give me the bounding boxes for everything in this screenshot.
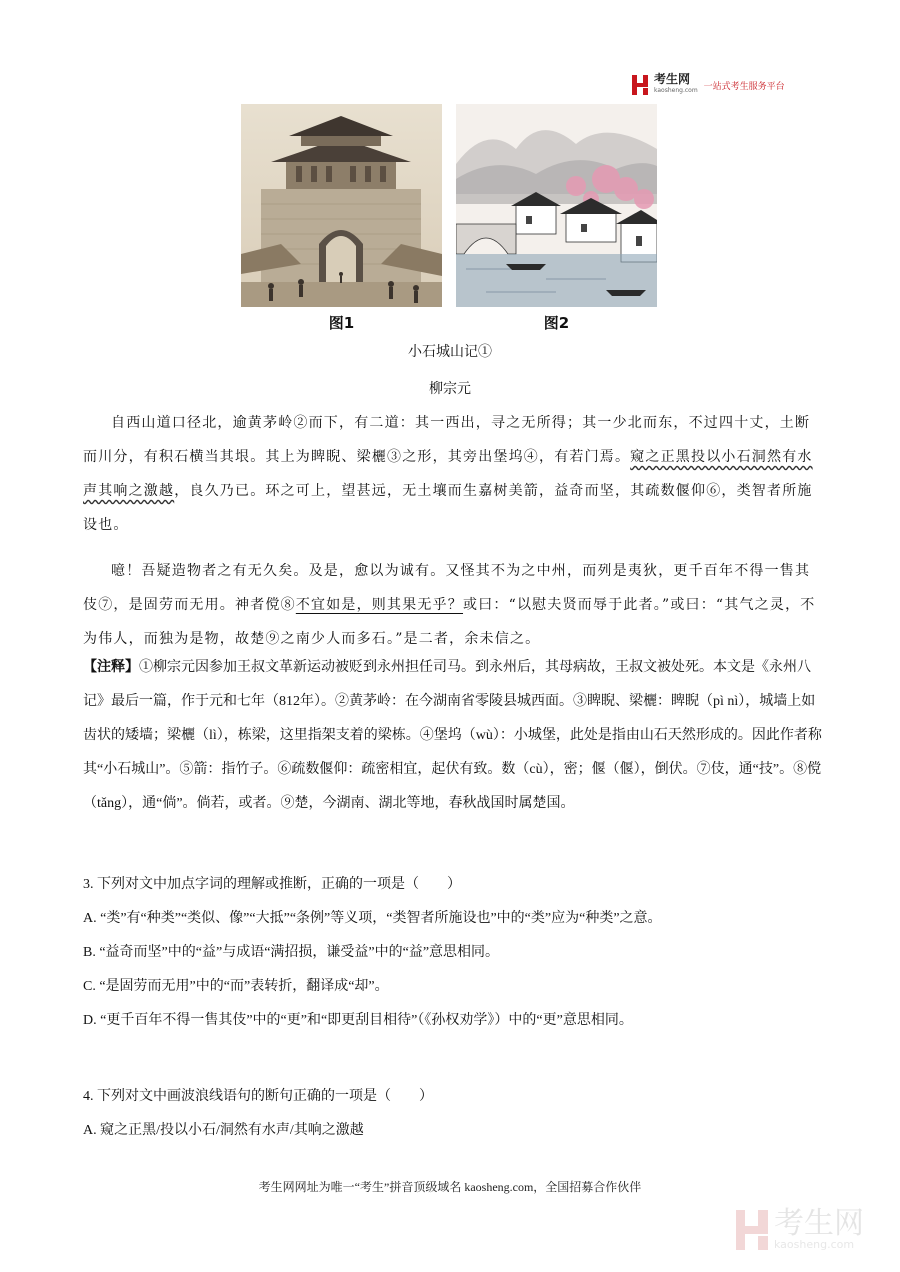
question-4-option-a: A. 窥之正黑/投以小石/洞然有水声/其响之激越: [83, 1123, 364, 1138]
passage-paragraph-1: 自西山道口径北，逾黄茅岭②而下，有二道：其一西出，寻之无所得；其一少北而东，不过四十丈，土断而川分，有积石横当其垠。其上为睥睨、梁欐③之形，其旁出堡坞④，有若门焉。窥之正黑投以小石洞然有水声其响之激越，良久乃已。环之可上，望甚远，无土壤而生嘉树美箭，益奇而坚，其疏数偃仰⑥，类智者所施设也。: [83, 415, 813, 533]
question-3-option-d: D. “更千百年不得一售其伎”中的“更”和“即更刮目相待”（《孙权劝学》）中的“更”意思相同。: [83, 1013, 633, 1028]
watermark-text: 考生网 kaosheng.com: [774, 1206, 864, 1251]
article-author: 柳宗元: [429, 381, 471, 397]
passage-paragraph-2: 噫！吾疑造物者之有无久矣。及是，愈以为诚有。又怪其不为之中州，而列是夷狄，更千百年不得一售其伎⑦，是固劳而无用。神者傥⑧不宜如是，则其果无乎？或曰：“以慰夫贤而辱于此者。”或曰：“其气之灵，不为伟人，而独为是物，故楚⑨之南少人而多石。”是二者，余未信之。: [83, 563, 816, 647]
figure-1-caption: 图1: [328, 314, 355, 332]
wavy-underlined-sentence: 窥之正黑投以小石洞然有水声其响之激越: [83, 449, 813, 499]
notes-label: 【注释】: [83, 660, 139, 675]
question-3-stem: 3. 下列对文中加点字词的理解或推断，正确的一项是（ ）: [83, 877, 461, 892]
city-gate-painting-icon: [241, 104, 442, 307]
watermark: [736, 1200, 876, 1260]
underlined-sentence: 不宜如是，则其果无乎？: [295, 597, 464, 613]
page-footer: 考生网网址为唯一“考生”拼音顶级域名 kaosheng.com，全国招募合作伙伴: [258, 1180, 642, 1194]
brand-slogan: 一站式考生服务平台: [703, 81, 785, 92]
figure-2-caption: 图2: [543, 314, 570, 332]
figure-1-image: [241, 104, 442, 307]
question-3-option-c: C. “是固劳而无用”中的“而”表转折，翻译成“却”。: [83, 979, 389, 994]
article-title: 小石城山记①: [408, 344, 492, 360]
brand-name: 考生网 kaosheng.com: [654, 73, 698, 97]
watermark-domain: kaosheng.com: [774, 1238, 855, 1251]
watermark-logo-icon: [736, 1210, 768, 1250]
question-3-option-a: A. “类”有“种类”“类似、像”“大抵”“条例”等义项，“类智者所施设也”中的“类”应为“种类”之意。: [83, 911, 662, 926]
question-4-stem: 4. 下列对文中画波浪线语句的断句正确的一项是（ ）: [83, 1089, 433, 1104]
brand-logo-icon: [632, 75, 648, 95]
site-header-logo: [632, 72, 812, 98]
question-4: [83, 1080, 823, 1148]
question-3: [83, 868, 823, 1038]
question-3-option-b: B. “益奇而坚”中的“益”与成语“满招损，谦受益”中的“益”意思相同。: [83, 945, 500, 960]
figure-2-image: [456, 104, 657, 307]
notes-text: ①柳宗元因参加王叔文革新运动被贬到永州担任司马。到永州后，其母病故，王叔文被处死。本文是《永州八记》最后一篇，作于元和七年（812年）。②黄茅岭：在今湖南省零陵县城西面。③睥睨、梁欐：睥睨（pì nì），城墙上如齿状的矮墙；梁欐（lì），栋梁，这里指架支着的梁栋。④堡坞（wù）：小城堡，此处是指由山石天然形成的。因此作者称其“小石城山”。⑤箭：指竹子。⑥疏数偃仰：疏密相宜，起伏有致。数（cù），密；偃（偃），倒伏。⑦伎，通“技”。⑧傥（tǎng），通“倘”。倘若，或者。⑨楚，今湖南、湖北等地，春秋战国时属楚国。: [83, 660, 822, 811]
annotation-notes: [83, 651, 823, 821]
passage: [83, 406, 823, 656]
water-town-painting-icon: [456, 104, 657, 307]
brand-domain: kaosheng.com: [654, 87, 698, 94]
